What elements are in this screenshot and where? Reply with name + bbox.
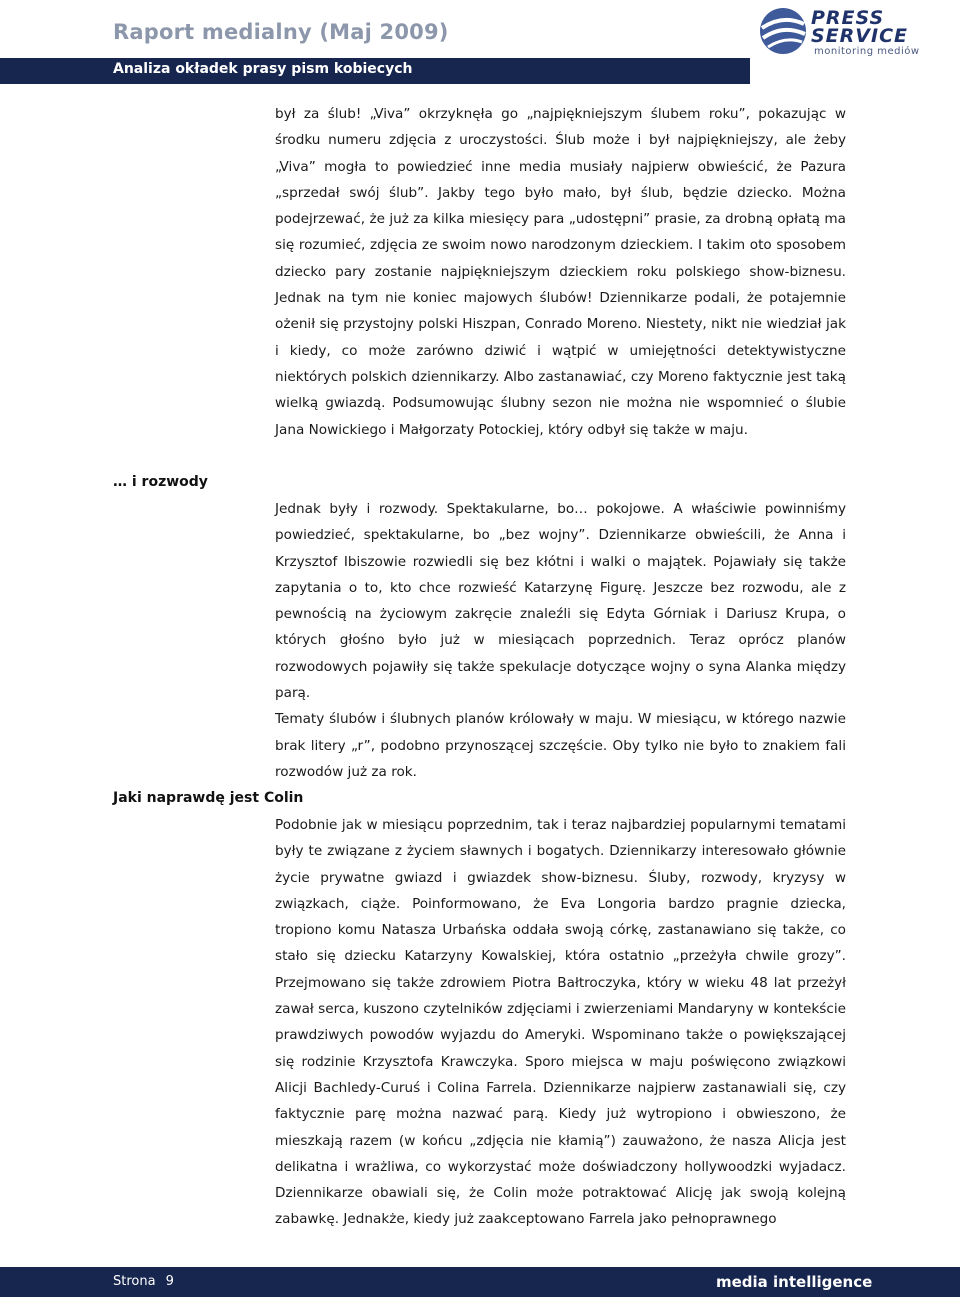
page-number-value: 9 (165, 1274, 174, 1289)
paragraph: Jednak były i rozwody. Spektakularne, bo… pokojowe. A właściwie powinniśmy powiedzieć, spektakularne, bo „bez wojny”. Dziennikarze obwieścili, że Anna i Krzysztof Ibiszowie rozwiedli się bez kłótni i walki o majątek. Pojawiały się także zapytania o to, kto chce rozwieść Katarzynę Figurę. Jeszcze bez rozwodu, ale z pewnością na życiowym zakręcie znaleźli się Edyta Górniak i Dariusz Krupa, o których głośno było już w miesiącach poprzednich. Teraz oprócz planów rozwodowych pojawiły się także spekulacje dotyczące wojny o syna Alanka między parą. (275, 501, 846, 702)
globe-icon (758, 6, 808, 56)
logo-service-text: SERVICE (811, 25, 908, 47)
page-number (113, 1274, 184, 1289)
colin-text (275, 812, 846, 1233)
header-bar (0, 58, 750, 84)
press-service-logo (756, 4, 946, 62)
section-heading-colin: Jaki naprawdę jest Colin (113, 790, 304, 806)
intro-text (275, 101, 846, 443)
paragraph: Tematy ślubów i ślubnych planów królowały w maju. W miesiącu, w którego nazwie brak litery „r”, podobno przynoszącej szczęście. Oby tylko nie było to znakiem fali rozwodów już za rok. (275, 711, 846, 780)
section-heading-divorces: … i rozwody (113, 474, 208, 490)
paragraph: Podobnie jak w miesiącu poprzednim, tak i teraz najbardziej popularnymi tematami były te związane z życiem sławnych i bogatych. Dziennikarzy interesowało głównie życie prywatne gwiazd i gwiazdek show-biznesu. Śluby, rozwody, kryzysy w związkach, ciąże. Poinformowano, że Eva Longoria bardzo pragnie dziecka, tropiono komu Natasza Urbańska oddała swoją córkę, zastanawiano się także, co stało się dziecku Katarzyny Kowalskiej, która ostatnio „przeżyła chwile grozy”. Przejmowano się także zdrowiem Piotra Bałtroczyka, który w wieku 48 lat przeżył zawał serca, kuszono czytelników zdjęciami i zwierzeniami Mandaryny w kontekście prawdziwych powodów wyjazdu do Ameryki. Wspominano także o powiększającej się rodzinie Krzysztofa Krawczyka. Sporo miejsca w maju poświęcono związkowi Alicji Bachledy-Curuś i Colina Farrela. Dziennikarze najpierw zastanawiali się, czy faktycznie parę można nazwać parą. Kiedy już wytropiono i obwieszono, że mieszkają razem (w końcu „zdjęcia nie kłamią”) zauważono, że nasza Alicja jest delikatna i wrażliwa, co wykorzystać może doświadczony hollywoodzki wyjadacz. Dziennikarze obawiali się, że Colin może potraktować Alicję jak swoją kolejną zabawkę. Jednakże, kiedy już zaakceptowano Farrela jako pełnoprawnego (275, 817, 846, 1228)
paragraph: był za ślub! „Viva” okrzyknęła go „najpiękniejszym ślubem roku”, pokazując w środku numeru zdjęcia z uroczystości. Ślub może i był najpiękniejszy, ale żeby „Viva” mogła to powiedzieć inne media musiały najpierw obwieścić, że Pazura „sprzedał swój ślub”. Jakby tego było mało, był ślub, będzie dziecko. Można podejrzewać, że już za kilka miesięcy para „udostępni” prasie, za drobną opłatą ma się rozumieć, zdjęcia ze swoim nowo narodzonym dzieckiem. I takim oto sposobem dziecko pary zostanie najpiękniejszym dzieckiem roku polskiego show-biznesu. Jednak na tym nie koniec majowych ślubów! Dziennikarze podali, że potajemnie ożenił się przystojny polski Hiszpan, Conrado Moreno. Niestety, nikt nie wiedział jak i kiedy, co może zarówno dziwić i wątpić w umiejętności detektywistyczne niektórych polskich dziennikarzy. Albo zastanawiać, czy Moreno faktycznie jest taką wielką gwiazdą. Podsumowując ślubny sezon nie można nie wspomnieć o ślubie Jana Nowickiego i Małgorzaty Potockiej, który odbył się także w maju. (275, 106, 846, 438)
page-label: Strona (113, 1274, 156, 1289)
divorces-text (275, 496, 846, 785)
page-footer (0, 1267, 960, 1297)
logo-press-text: PRESS (811, 7, 885, 29)
report-title: Raport medialny (Maj 2009) (113, 20, 449, 44)
logo-tagline: monitoring mediów (814, 46, 920, 57)
footer-brand: media intelligence (716, 1273, 873, 1291)
report-subtitle: Analiza okładek prasy pism kobiecych (113, 61, 413, 77)
